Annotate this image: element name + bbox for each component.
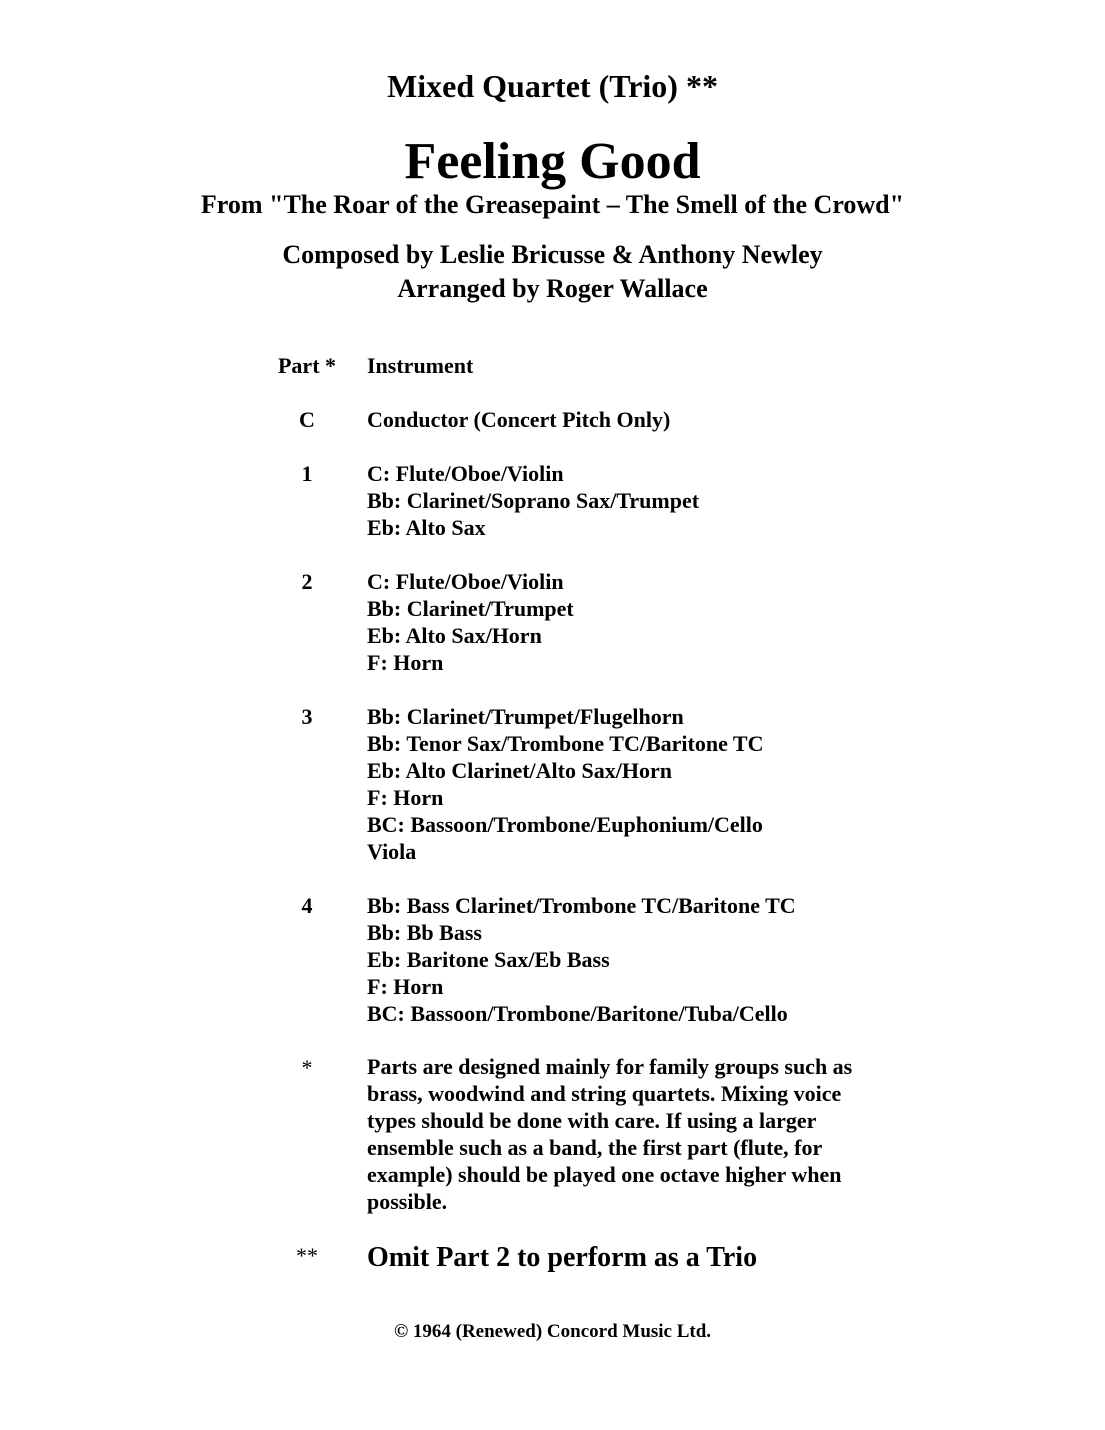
part-column-header: Part * [277, 353, 337, 378]
instrument-list [367, 568, 574, 676]
footnote-star-text [367, 1053, 907, 1215]
trio-instruction: Omit Part 2 to perform as a Trio [367, 1242, 758, 1273]
instrument-line: Bb: Clarinet/Trumpet/Flugelhorn [367, 704, 684, 729]
instrument-line: Eb: Alto Sax [367, 515, 486, 540]
show-source-line: From "The Roar of the Greasepaint – The Smell of the Crowd" [200, 190, 905, 219]
footnote-star-label: * [301, 1055, 313, 1080]
instrument-line: F: Horn [367, 785, 444, 810]
footnote-line: types should be done with care. If using a larger [367, 1108, 817, 1133]
instrument-line: BC: Bassoon/Trombone/Euphonium/Cello [367, 812, 763, 837]
instrument-line: Bb: Clarinet/Trumpet [367, 596, 574, 621]
instrument-line: Viola [367, 839, 417, 864]
instrument-line: F: Horn [367, 650, 444, 675]
instrument-line: Conductor (Concert Pitch Only) [367, 407, 671, 432]
part-label: 1 [301, 461, 313, 486]
footnote-line: possible. [367, 1189, 448, 1214]
instrument-line: Eb: Baritone Sax/Eb Bass [367, 947, 610, 972]
instrument-line: Bb: Tenor Sax/Trombone TC/Baritone TC [367, 731, 764, 756]
instrument-line: Eb: Alto Clarinet/Alto Sax/Horn [367, 758, 672, 783]
instrument-line: Bb: Bb Bass [367, 920, 482, 945]
instrument-list [367, 892, 796, 1027]
instrument-column-header: Instrument [367, 353, 474, 378]
footnote-line: brass, woodwind and string quartets. Mixing voice [367, 1081, 842, 1106]
instrument-line: Bb: Bass Clarinet/Trombone TC/Baritone TC [367, 893, 796, 918]
part-label: C [299, 407, 315, 432]
part-label: 4 [301, 893, 313, 918]
footnote-line: example) should be played one octave higher when [367, 1162, 842, 1187]
part-label: 3 [301, 704, 313, 729]
instrument-line: BC: Bassoon/Trombone/Baritone/Tuba/Cello [367, 1001, 788, 1026]
composer-credit: Composed by Leslie Bricusse & Anthony Newley [282, 240, 823, 269]
instrument-list [367, 460, 699, 541]
instrument-line: C: Flute/Oboe/Violin [367, 569, 564, 594]
instrument-list [367, 703, 764, 865]
copyright-notice: © 1964 (Renewed) Concord Music Ltd. [393, 1321, 712, 1342]
instrument-line: Eb: Alto Sax/Horn [367, 623, 542, 648]
footnote-line: Parts are designed mainly for family groups such as [367, 1054, 853, 1079]
arranger-credit: Arranged by Roger Wallace [397, 274, 708, 303]
instrument-line: Bb: Clarinet/Soprano Sax/Trumpet [367, 488, 700, 513]
arrangement-type-heading: Mixed Quartet (Trio) ** [387, 68, 718, 104]
footnote-line: ensemble such as a band, the first part (flute, for [367, 1135, 823, 1160]
instrument-line: C: Flute/Oboe/Violin [367, 461, 564, 486]
song-title: Feeling Good [404, 133, 701, 190]
instrument-list [367, 406, 670, 433]
instrument-line: F: Horn [367, 974, 444, 999]
part-label: 2 [301, 569, 313, 594]
footnote-double-star-label: ** [296, 1243, 318, 1268]
